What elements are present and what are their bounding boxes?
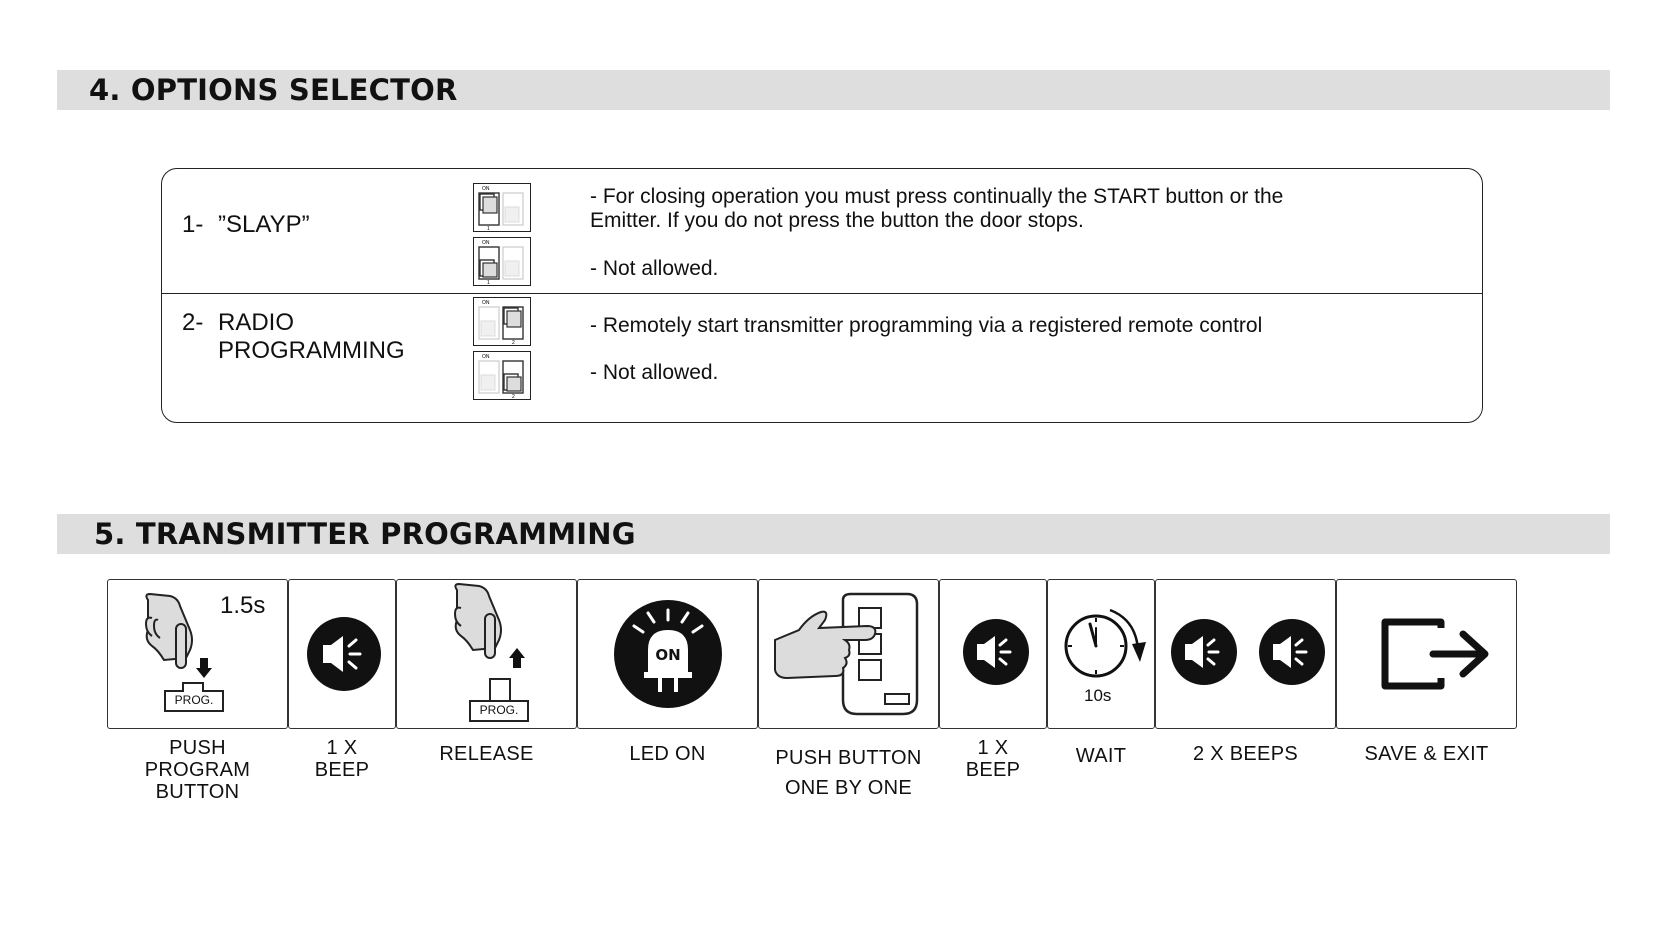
label-line: ONE BY ONE <box>784 777 913 799</box>
option-2-number: 2- <box>182 309 204 336</box>
label-line: BUTTON <box>155 781 240 803</box>
label-line: 1 X <box>326 737 358 759</box>
option-1-desc-off: - Not allowed. <box>590 257 719 280</box>
section-5-header <box>57 514 1610 554</box>
options-table <box>161 168 1483 423</box>
step-1-beep-2 <box>939 579 1047 729</box>
step-6-label <box>939 737 1047 781</box>
row-divider <box>162 293 1482 294</box>
dip-on-text: ON <box>482 240 490 246</box>
step-wait <box>1047 579 1155 729</box>
option-2-label <box>182 309 405 365</box>
step-save-exit <box>1336 579 1517 729</box>
label-line: 1 X <box>977 737 1009 759</box>
option-1-number: 1- <box>182 211 204 238</box>
step-7-label: WAIT <box>1075 745 1127 767</box>
press-duration: 1.5s <box>220 592 266 619</box>
step-5-label <box>758 743 939 803</box>
exit-icon <box>1337 580 1518 730</box>
label-line: BEEP <box>314 759 370 781</box>
step-4-label: LED ON <box>629 743 706 765</box>
step-9-label: SAVE & EXIT <box>1364 743 1489 765</box>
label-line: PUSH <box>169 737 226 759</box>
label-line: BEEP <box>965 759 1021 781</box>
step-2-beeps <box>1155 579 1336 729</box>
dip-on-text: ON <box>482 186 490 192</box>
dip-number: 2 <box>512 340 515 345</box>
speaker-icon <box>1156 580 1337 730</box>
step-led-on <box>577 579 758 729</box>
remote-control-icon <box>759 580 940 730</box>
step-1-beep <box>288 579 396 729</box>
step-8-label: 2 X BEEPS <box>1193 743 1298 765</box>
step-1-label <box>107 737 288 803</box>
option-2-desc-off: - Not allowed. <box>590 361 719 384</box>
stopwatch-icon <box>1048 580 1156 730</box>
dip-switch-1-off <box>473 237 531 286</box>
dip-on-text: ON <box>482 354 490 360</box>
label-line: PROGRAM <box>144 759 251 781</box>
option-1-desc-on: - For closing operation you must press continually the START button or the <box>590 185 1284 208</box>
step-3-label: RELEASE <box>439 743 534 765</box>
speaker-icon <box>940 580 1048 730</box>
option-2-name-line2: PROGRAMMING <box>218 337 405 364</box>
prog-button-graphic: PROG. <box>164 690 224 712</box>
dip-number: 2 <box>512 394 515 399</box>
step-push-program-button <box>107 579 288 729</box>
option-1-name: ”SLAYP” <box>218 211 310 238</box>
prog-button-cap <box>182 682 204 692</box>
dip-switch-2-off <box>473 351 531 400</box>
prog-button-cap <box>489 678 511 700</box>
label-line: PUSH BUTTON <box>775 747 922 769</box>
option-1-label <box>182 211 310 239</box>
dip-switch-1-on <box>473 183 531 232</box>
option-1-desc-on-2: Emitter. If you do not press the button the door stops. <box>590 209 1084 232</box>
wait-duration: 10s <box>1084 686 1112 705</box>
dip-on-text: ON <box>482 300 490 306</box>
prog-button-graphic: PROG. <box>469 700 529 722</box>
step-release <box>396 579 577 729</box>
dip-number: 1 <box>487 226 490 231</box>
step-push-button-one-by-one <box>758 579 939 729</box>
step-2-label <box>288 737 396 781</box>
section-5-title: 5. TRANSMITTER PROGRAMMING <box>94 517 636 551</box>
led-on-text: ON <box>655 646 681 664</box>
section-4-header <box>57 70 1610 110</box>
dip-number: 1 <box>487 280 490 285</box>
speaker-icon <box>289 580 397 730</box>
section-4-title: 4. OPTIONS SELECTOR <box>89 73 458 107</box>
option-2-name-line1: RADIO <box>218 309 295 336</box>
option-2-desc-on: - Remotely start transmitter programming via a registered remote control <box>590 314 1263 337</box>
dip-switch-2-on <box>473 297 531 346</box>
